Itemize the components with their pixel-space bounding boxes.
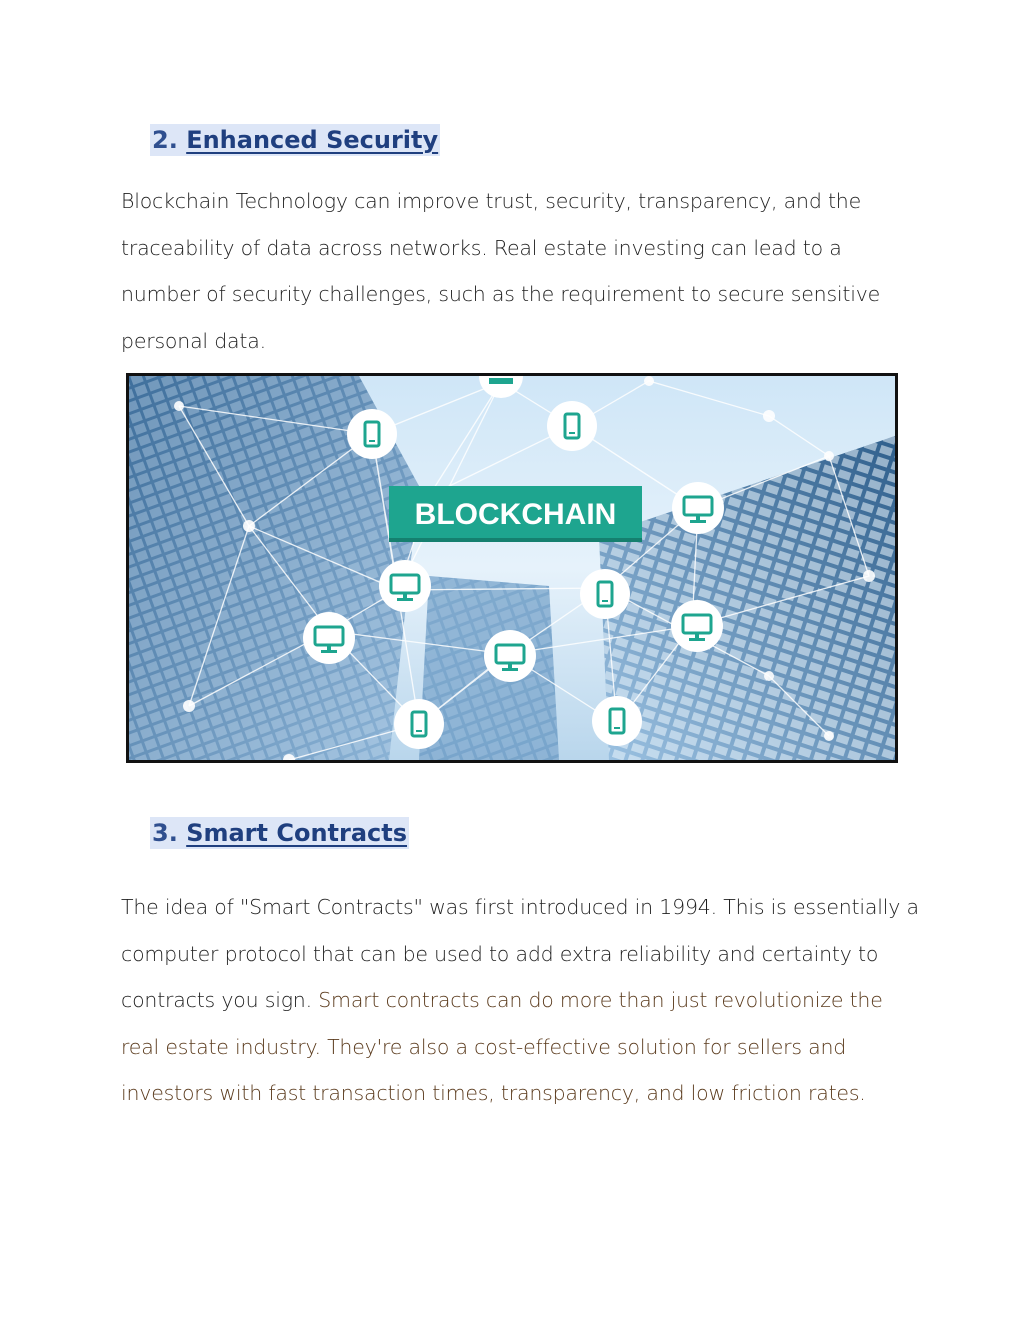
section-3-number: 3.: [152, 819, 178, 847]
section-2-number: 2.: [152, 126, 178, 154]
blockchain-image: [126, 373, 898, 763]
blockchain-banner: [389, 486, 642, 542]
blockchain-banner-text: BLOCKCHAIN: [414, 498, 617, 531]
section-3-body: [121, 884, 921, 1117]
section-3-body-part2: Smart contracts can do more than just revolutionize the real estate industry. They're also a cost-effective solution for sellers and investors with fast transaction times, transparency, and low friction rates.: [121, 988, 883, 1105]
section-2-title-link[interactable]: Enhanced Security: [186, 126, 439, 154]
section-2-body: Blockchain Technology can improve trust, security, transparency, and the traceability of data across networks. Real estate investing can lead to a number of security challenges, such as the requirement to secure sensitive personal data.: [121, 189, 881, 353]
section-3-heading: [150, 817, 409, 849]
section-2-heading: [150, 124, 440, 156]
section-3-body-part1: The idea of "Smart Contracts" was first introduced in 1994. This is essentially a computer protocol that can be used to add extra reliability and certainty to contracts you sign.: [121, 895, 919, 1012]
section-3-title-link[interactable]: Smart Contracts: [186, 819, 408, 847]
